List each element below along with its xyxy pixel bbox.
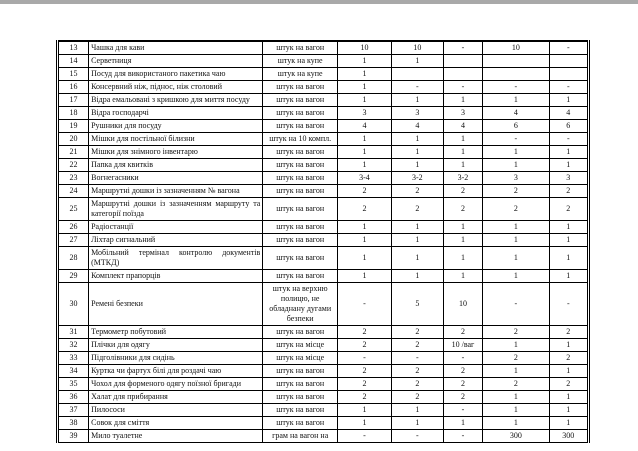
- table-row: [58, 247, 589, 270]
- table-row: [58, 133, 589, 146]
- value-cell: 1: [483, 146, 549, 159]
- item-name-cell: Термометр побутовий: [89, 326, 263, 339]
- value-cell: 1: [443, 417, 482, 430]
- row-number-cell: 16: [58, 81, 89, 94]
- unit-cell: штук на місце: [263, 339, 338, 352]
- value-cell: [549, 68, 588, 81]
- value-cell: -: [443, 404, 482, 417]
- item-name-cell: Мобільний термінал контролю документів (МТКД): [89, 247, 263, 270]
- value-cell: 1: [338, 94, 392, 107]
- table-row: [58, 55, 589, 68]
- value-cell: 2: [338, 378, 392, 391]
- value-cell: 3: [391, 107, 443, 120]
- value-cell: -: [338, 430, 392, 443]
- item-name-cell: Ліхтар сигнальний: [89, 234, 263, 247]
- value-cell: 2: [338, 198, 392, 221]
- value-cell: 1: [338, 417, 392, 430]
- value-cell: 1: [443, 94, 482, 107]
- value-cell: 2: [338, 326, 392, 339]
- unit-cell: штук на вагон: [263, 159, 338, 172]
- value-cell: 1: [338, 55, 392, 68]
- value-cell: -: [338, 283, 392, 326]
- value-cell: 1: [549, 146, 588, 159]
- value-cell: 1: [338, 81, 392, 94]
- item-name-cell: Вогнегасники: [89, 172, 263, 185]
- value-cell: 4: [338, 120, 392, 133]
- value-cell: 2: [338, 391, 392, 404]
- value-cell: 300: [483, 430, 549, 443]
- value-cell: 2: [391, 365, 443, 378]
- value-cell: 1: [391, 404, 443, 417]
- value-cell: 2: [391, 326, 443, 339]
- item-name-cell: Чохол для форменого одягу поїзної бригади: [89, 378, 263, 391]
- value-cell: 3: [338, 107, 392, 120]
- unit-cell: штук на купе: [263, 55, 338, 68]
- table-row: [58, 221, 589, 234]
- unit-cell: штук на вагон: [263, 326, 338, 339]
- value-cell: 1: [549, 221, 588, 234]
- table-row: [58, 146, 589, 159]
- table-row: [58, 185, 589, 198]
- value-cell: 1: [391, 247, 443, 270]
- value-cell: 1: [549, 404, 588, 417]
- value-cell: 2: [443, 326, 482, 339]
- value-cell: 2: [338, 365, 392, 378]
- row-number-cell: 20: [58, 133, 89, 146]
- unit-cell: штук на вагон: [263, 185, 338, 198]
- value-cell: 2: [443, 391, 482, 404]
- value-cell: -: [443, 352, 482, 365]
- unit-cell: штук на місце: [263, 352, 338, 365]
- value-cell: 1: [549, 365, 588, 378]
- table-row: [58, 41, 589, 55]
- row-number-cell: 17: [58, 94, 89, 107]
- value-cell: 3-4: [338, 172, 392, 185]
- value-cell: [549, 55, 588, 68]
- value-cell: 5: [391, 283, 443, 326]
- item-name-cell: Пилососи: [89, 404, 263, 417]
- row-number-cell: 38: [58, 417, 89, 430]
- value-cell: 1: [549, 417, 588, 430]
- value-cell: 2: [483, 378, 549, 391]
- top-grey-bar: [0, 0, 638, 4]
- value-cell: 10: [483, 41, 549, 55]
- item-name-cell: Папка для квитків: [89, 159, 263, 172]
- value-cell: 1: [549, 94, 588, 107]
- value-cell: 1: [338, 247, 392, 270]
- item-name-cell: Радіостанції: [89, 221, 263, 234]
- value-cell: -: [443, 430, 482, 443]
- unit-cell: штук на вагон: [263, 234, 338, 247]
- row-number-cell: 24: [58, 185, 89, 198]
- row-number-cell: 30: [58, 283, 89, 326]
- table-row: [58, 120, 589, 133]
- value-cell: -: [483, 283, 549, 326]
- value-cell: 1: [391, 221, 443, 234]
- value-cell: -: [391, 430, 443, 443]
- value-cell: 2: [549, 326, 588, 339]
- value-cell: 1: [483, 417, 549, 430]
- unit-cell: штук на вагон: [263, 41, 338, 55]
- table-row: [58, 94, 589, 107]
- row-number-cell: 35: [58, 378, 89, 391]
- value-cell: 1: [338, 159, 392, 172]
- value-cell: -: [483, 133, 549, 146]
- value-cell: -: [391, 352, 443, 365]
- table-row: [58, 172, 589, 185]
- row-number-cell: 19: [58, 120, 89, 133]
- value-cell: [391, 68, 443, 81]
- table-row: [58, 107, 589, 120]
- item-name-cell: Халат для прибирання: [89, 391, 263, 404]
- table-row: [58, 159, 589, 172]
- unit-cell: штук на вагон: [263, 417, 338, 430]
- value-cell: 1: [549, 391, 588, 404]
- unit-cell: штук на 10 компл.: [263, 133, 338, 146]
- value-cell: 3: [443, 107, 482, 120]
- table-row: [58, 234, 589, 247]
- row-number-cell: 29: [58, 270, 89, 283]
- value-cell: 1: [338, 133, 392, 146]
- value-cell: 2: [483, 352, 549, 365]
- row-number-cell: 25: [58, 198, 89, 221]
- item-name-cell: Маршрутні дошки із зазначенням маршруту та категорії поїзда: [89, 198, 263, 221]
- table-body: [58, 41, 589, 443]
- value-cell: -: [549, 41, 588, 55]
- table-row: [58, 352, 589, 365]
- value-cell: 1: [483, 94, 549, 107]
- unit-cell: штук на вагон: [263, 172, 338, 185]
- unit-cell: штук на вагон: [263, 365, 338, 378]
- unit-cell: штук на вагон: [263, 221, 338, 234]
- value-cell: 2: [483, 198, 549, 221]
- row-number-cell: 15: [58, 68, 89, 81]
- value-cell: 2: [549, 352, 588, 365]
- row-number-cell: 27: [58, 234, 89, 247]
- unit-cell: штук на вагон: [263, 94, 338, 107]
- row-number-cell: 36: [58, 391, 89, 404]
- value-cell: 1: [483, 404, 549, 417]
- table-row: [58, 417, 589, 430]
- value-cell: [443, 68, 482, 81]
- value-cell: 1: [338, 146, 392, 159]
- item-name-cell: Відра емальовані з кришкою для миття посуду: [89, 94, 263, 107]
- row-number-cell: 21: [58, 146, 89, 159]
- table-row: [58, 378, 589, 391]
- value-cell: 1: [549, 234, 588, 247]
- value-cell: 1: [443, 159, 482, 172]
- row-number-cell: 32: [58, 339, 89, 352]
- table-row: [58, 391, 589, 404]
- value-cell: 4: [443, 120, 482, 133]
- value-cell: -: [443, 81, 482, 94]
- unit-cell: штук на верхню полицю, не обладнану дугами безпеки: [263, 283, 338, 326]
- value-cell: -: [483, 81, 549, 94]
- row-number-cell: 18: [58, 107, 89, 120]
- value-cell: 1: [391, 270, 443, 283]
- value-cell: 3: [549, 172, 588, 185]
- value-cell: 2: [443, 185, 482, 198]
- value-cell: 1: [391, 234, 443, 247]
- item-name-cell: Відра господарчі: [89, 107, 263, 120]
- item-name-cell: Ремені безпеки: [89, 283, 263, 326]
- value-cell: 1: [483, 270, 549, 283]
- item-name-cell: Мило туалетне: [89, 430, 263, 443]
- value-cell: 1: [549, 339, 588, 352]
- row-number-cell: 22: [58, 159, 89, 172]
- value-cell: 2: [391, 185, 443, 198]
- value-cell: 6: [483, 120, 549, 133]
- value-cell: 6: [549, 120, 588, 133]
- unit-cell: штук на вагон: [263, 81, 338, 94]
- value-cell: 1: [443, 270, 482, 283]
- table-row: [58, 339, 589, 352]
- value-cell: 4: [391, 120, 443, 133]
- value-cell: 1: [483, 391, 549, 404]
- unit-cell: штук на вагон: [263, 404, 338, 417]
- table-row: [58, 283, 589, 326]
- unit-cell: штук на вагон: [263, 247, 338, 270]
- value-cell: 4: [549, 107, 588, 120]
- value-cell: 1: [338, 221, 392, 234]
- item-name-cell: Серветниця: [89, 55, 263, 68]
- value-cell: 2: [549, 198, 588, 221]
- value-cell: 3: [483, 172, 549, 185]
- value-cell: 1: [338, 404, 392, 417]
- row-number-cell: 31: [58, 326, 89, 339]
- item-name-cell: Рушники для посуду: [89, 120, 263, 133]
- row-number-cell: 37: [58, 404, 89, 417]
- row-number-cell: 33: [58, 352, 89, 365]
- value-cell: 10: [338, 41, 392, 55]
- value-cell: 1: [483, 365, 549, 378]
- value-cell: 2: [338, 185, 392, 198]
- unit-cell: штук на вагон: [263, 391, 338, 404]
- table-row: [58, 326, 589, 339]
- table-row: [58, 365, 589, 378]
- value-cell: -: [338, 352, 392, 365]
- value-cell: 1: [391, 94, 443, 107]
- value-cell: 2: [338, 339, 392, 352]
- item-name-cell: Совок для сміття: [89, 417, 263, 430]
- value-cell: 2: [443, 365, 482, 378]
- value-cell: 1: [483, 234, 549, 247]
- value-cell: [443, 55, 482, 68]
- value-cell: 1: [549, 159, 588, 172]
- value-cell: 2: [443, 378, 482, 391]
- item-name-cell: Підголівники для сидінь: [89, 352, 263, 365]
- value-cell: 1: [338, 234, 392, 247]
- value-cell: 1: [338, 68, 392, 81]
- table-row: [58, 81, 589, 94]
- value-cell: 1: [443, 221, 482, 234]
- item-name-cell: Мішки для постільної білизни: [89, 133, 263, 146]
- value-cell: 10: [391, 41, 443, 55]
- value-cell: 2: [549, 378, 588, 391]
- value-cell: -: [549, 133, 588, 146]
- value-cell: 2: [483, 185, 549, 198]
- item-name-cell: Мішки для знімного інвентарю: [89, 146, 263, 159]
- row-number-cell: 39: [58, 430, 89, 443]
- value-cell: 1: [391, 159, 443, 172]
- row-number-cell: 23: [58, 172, 89, 185]
- item-name-cell: Чашка для кави: [89, 41, 263, 55]
- item-name-cell: Консервний ніж, піднос, ніж столовий: [89, 81, 263, 94]
- value-cell: 10: [443, 283, 482, 326]
- inventory-table: [56, 40, 590, 443]
- value-cell: [483, 55, 549, 68]
- unit-cell: штук на вагон: [263, 120, 338, 133]
- unit-cell: штук на вагон: [263, 198, 338, 221]
- row-number-cell: 34: [58, 365, 89, 378]
- value-cell: 1: [483, 221, 549, 234]
- table-row: [58, 270, 589, 283]
- unit-cell: штук на купе: [263, 68, 338, 81]
- row-number-cell: 26: [58, 221, 89, 234]
- value-cell: 1: [443, 133, 482, 146]
- value-cell: 1: [483, 339, 549, 352]
- value-cell: 4: [483, 107, 549, 120]
- table-row: [58, 68, 589, 81]
- value-cell: -: [549, 81, 588, 94]
- item-name-cell: Куртка чи фартух білі для роздачі чаю: [89, 365, 263, 378]
- unit-cell: штук на вагон: [263, 107, 338, 120]
- value-cell: 1: [391, 55, 443, 68]
- value-cell: 1: [338, 270, 392, 283]
- row-number-cell: 14: [58, 55, 89, 68]
- item-name-cell: Маршрутні дошки із зазначенням № вагона: [89, 185, 263, 198]
- value-cell: 2: [483, 326, 549, 339]
- unit-cell: штук на вагон: [263, 270, 338, 283]
- value-cell: 1: [391, 417, 443, 430]
- value-cell: 1: [443, 247, 482, 270]
- item-name-cell: Комплект прапорців: [89, 270, 263, 283]
- value-cell: 2: [391, 391, 443, 404]
- value-cell: 1: [549, 247, 588, 270]
- table-row: [58, 430, 589, 443]
- value-cell: -: [391, 81, 443, 94]
- value-cell: 3-2: [391, 172, 443, 185]
- value-cell: 2: [391, 339, 443, 352]
- value-cell: 10 /ваг: [443, 339, 482, 352]
- value-cell: 1: [483, 247, 549, 270]
- value-cell: 2: [549, 185, 588, 198]
- value-cell: 1: [391, 133, 443, 146]
- item-name-cell: Посуд для використаного пакетика чаю: [89, 68, 263, 81]
- value-cell: [483, 68, 549, 81]
- value-cell: -: [443, 41, 482, 55]
- value-cell: 1: [549, 270, 588, 283]
- value-cell: 1: [483, 159, 549, 172]
- value-cell: 1: [391, 146, 443, 159]
- unit-cell: штук на вагон: [263, 146, 338, 159]
- value-cell: 1: [443, 146, 482, 159]
- value-cell: 1: [443, 234, 482, 247]
- item-name-cell: Плічки для одягу: [89, 339, 263, 352]
- value-cell: -: [549, 283, 588, 326]
- row-number-cell: 28: [58, 247, 89, 270]
- value-cell: 2: [443, 198, 482, 221]
- value-cell: 3-2: [443, 172, 482, 185]
- value-cell: 300: [549, 430, 588, 443]
- unit-cell: штук на вагон: [263, 378, 338, 391]
- unit-cell: грам на вагон на: [263, 430, 338, 443]
- table-row: [58, 404, 589, 417]
- row-number-cell: 13: [58, 41, 89, 55]
- value-cell: 2: [391, 378, 443, 391]
- table-row: [58, 198, 589, 221]
- value-cell: 2: [391, 198, 443, 221]
